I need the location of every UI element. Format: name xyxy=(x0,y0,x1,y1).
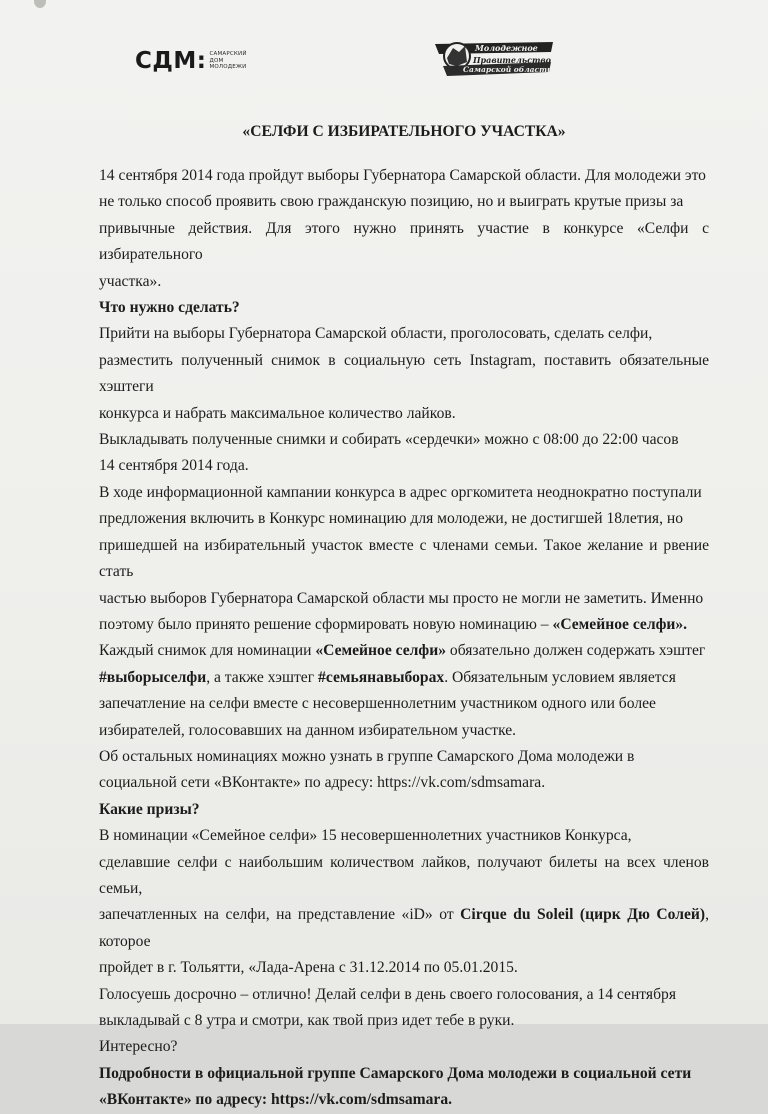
hashtag-elections-selfie: #выборыселфи xyxy=(99,668,207,686)
sdm-logo-sub-line: ДОМ xyxy=(209,57,224,64)
text-line: не только способ проявить свою гражданскую позицию, но и выиграть крутые призы за xyxy=(99,193,684,211)
time-info-paragraph xyxy=(99,427,709,480)
text-line: избирателей, голосовавших на данном избирательном участке. xyxy=(99,721,517,739)
text-line: предложения включить в Конкурс номинацию для молодежи, не достигшей 18летия, но xyxy=(99,510,684,528)
text-line: запечатленных на селфи, на представление «iD» от xyxy=(99,906,461,924)
prizes-heading: Какие призы? xyxy=(99,800,200,818)
details-paragraph xyxy=(99,1061,709,1114)
sdm-logo-text: СДМ: xyxy=(135,48,207,74)
text-line: Прийти на выборы Губернатора Самарской области, проголосовать, сделать селфи, xyxy=(99,325,653,343)
text-line: Каждый снимок для номинации xyxy=(99,642,316,660)
partner-emblem-logo xyxy=(433,36,555,84)
text-line: выкладывай с 8 утра и смотри, как твой приз идет тебе в руки. xyxy=(99,1012,515,1029)
text-line: обязательно должен содержать хэштег xyxy=(446,642,706,660)
text-line: конкурса и набрать максимальное количество лайков. xyxy=(99,404,456,422)
hashtag-family-at-elections: #семьянавыборах xyxy=(318,668,445,686)
text-line: Об остальных номинациях можно узнать в группе Самарского Дома молодежи в xyxy=(99,747,635,765)
text-line: разместить полученный снимок в социальную сеть Instagram, поставить обязательные хэштеги xyxy=(99,351,709,396)
what-to-do-heading: Что нужно сделать? xyxy=(99,299,240,317)
text-line: поэтому было принято решение сформировать новую номинацию – xyxy=(99,615,553,633)
document-title: «СЕЛФИ С ИЗБИРАТЕЛЬНОГО УЧАСТКА» xyxy=(242,123,566,140)
text-line: Выкладывать полученные снимки и собирать «сердечки» можно с 08:00 до 22:00 часов xyxy=(99,431,679,449)
text-line: привычные действия. Для этого нужно принять участие в конкурсе «Селфи с избирательного xyxy=(99,219,709,264)
intro-paragraph xyxy=(99,163,709,295)
sdm-logo xyxy=(135,48,247,74)
text-line: 14 сентября 2014 года. xyxy=(99,457,249,475)
text-line: , которое xyxy=(99,906,709,950)
text-line: запечатление на селфи вместе с несовершеннолетним участником одного или более xyxy=(99,695,656,713)
text-line: социальной сети «ВКонтакте» по адресу: https://vk.com/sdmsamara. xyxy=(99,774,546,792)
text-line: пришедшей на избирательный участок вместе с членами семьи. Такое желание и рвение стать xyxy=(99,536,709,581)
text-line: В ходе информационной кампании конкурса в адрес оргкомитета неоднократно поступали xyxy=(99,483,702,501)
document-body xyxy=(99,122,709,1114)
text-line: сделавшие селфи с наибольшим количеством лайков, получают билеты на всех членов семьи, xyxy=(99,853,709,897)
text-line: Голосуешь досрочно – отлично! Делай селфи в день своего голосования, а 14 сентября xyxy=(99,985,676,1003)
early-vote-paragraph xyxy=(99,982,709,1035)
campaign-paragraph xyxy=(99,480,709,638)
sdm-logo-subtitle xyxy=(209,51,246,71)
text-line: участка». xyxy=(99,272,162,290)
nomination-name: «Семейное селфи» xyxy=(315,642,446,660)
text-line: 14 сентября 2014 года пройдут выборы Губернатора Самарской области. Для молодежи это xyxy=(99,167,706,184)
text-line: . Обязательным условием является xyxy=(444,668,676,686)
family-selfie-nomination: «Семейное селфи». xyxy=(552,615,688,633)
text-line: Подробности в официальной группе Самарского Дома молодежи в социальной сети xyxy=(99,1064,692,1082)
interesting-line: Интересно? xyxy=(99,1038,178,1056)
hashtag-paragraph xyxy=(99,638,709,744)
text-line: «ВКонтакте» по адресу: https://vk.com/sdmsamara. xyxy=(99,1091,453,1109)
partner-logo-text: Правительство xyxy=(473,55,552,65)
prizes-paragraph xyxy=(99,823,709,981)
cirque-du-soleil: Cirque du Soleil (цирк Дю Солей) xyxy=(460,906,706,924)
text-line: частью выборов Губернатора Самарской области мы просто не могли не заметить. Именно xyxy=(99,589,704,607)
what-to-do-paragraph xyxy=(99,321,709,427)
partner-logo-text: Молодежное xyxy=(475,43,538,53)
partner-logo-text: Самарской области xyxy=(463,65,553,74)
other-nominations-paragraph xyxy=(99,744,709,797)
binder-hole xyxy=(34,0,46,8)
text-line: пройдет в г. Тольятти, «Лада-Арена с 31.12.2014 по 05.01.2015. xyxy=(99,959,518,977)
text-line: В номинации «Семейное селфи» 15 несовершеннолетних участников Конкурса, xyxy=(99,827,632,845)
sdm-logo-sub-line: САМАРСКИЙ xyxy=(209,51,247,58)
text-line: , а также хэштег xyxy=(206,668,319,686)
sdm-logo-sub-line: МОЛОДЕЖИ xyxy=(209,64,247,71)
